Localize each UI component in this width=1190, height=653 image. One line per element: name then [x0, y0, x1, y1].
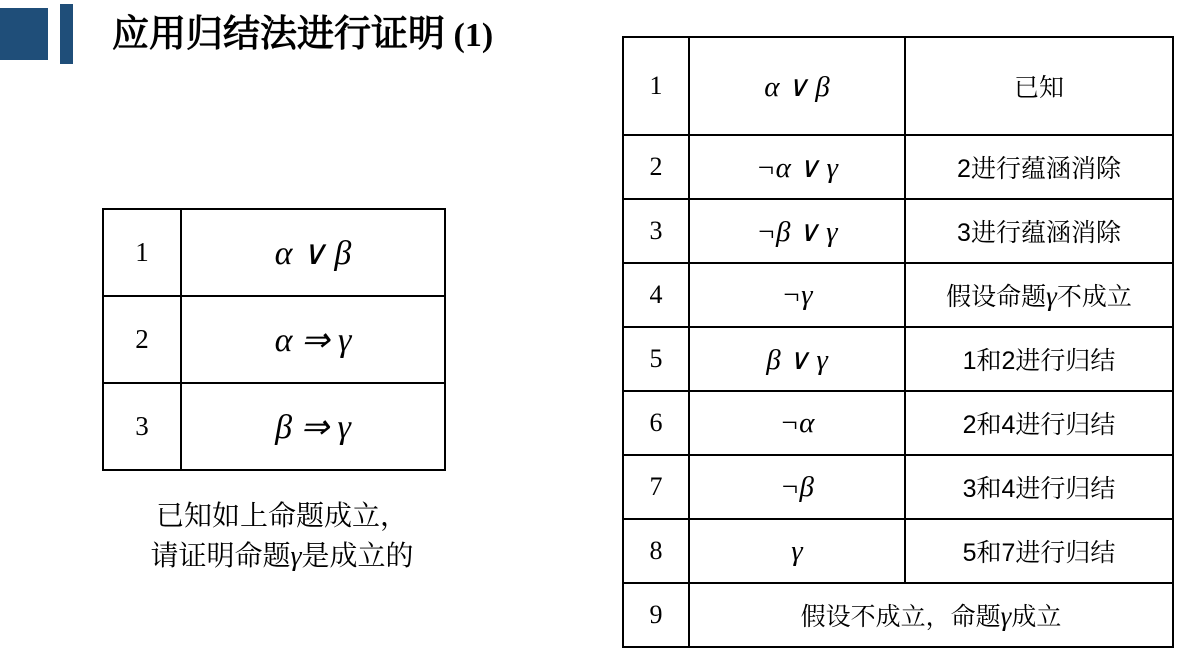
- table-row: [623, 135, 1173, 199]
- proof-row-reason: 2进行蕴涵消除: [905, 135, 1173, 199]
- proof-conclusion-before: 假设不成立，命题: [800, 603, 1001, 631]
- title-decoration-square: [0, 8, 48, 60]
- table-row: [623, 327, 1173, 391]
- proof-row-expression: α ∨ β: [689, 37, 905, 135]
- proof-row-reason: 1和2进行归结: [905, 327, 1173, 391]
- proof-row-expression: ¬γ: [689, 263, 905, 327]
- proof-row-reason: 5和7进行归结: [905, 519, 1173, 583]
- proof-row-number: 6: [623, 391, 689, 455]
- proof-row-number: 9: [623, 583, 689, 647]
- proof-row-number: 7: [623, 455, 689, 519]
- proof-reason-greek: γ: [1046, 281, 1057, 311]
- proof-row-expression: ¬β ∨ γ: [689, 199, 905, 263]
- page-title-suffix: (1): [445, 17, 494, 54]
- table-row: [623, 519, 1173, 583]
- slide-title-block: [0, 0, 620, 90]
- proof-row-number: 1: [623, 37, 689, 135]
- proof-row-expression: ¬β: [689, 455, 905, 519]
- page-title: [112, 10, 493, 60]
- proof-row-reason: 3进行蕴涵消除: [905, 199, 1173, 263]
- table-row: [103, 383, 445, 470]
- proof-reason-before: 假设命题: [946, 283, 1047, 311]
- proof-table: [622, 36, 1174, 648]
- premise-caption-line1: 已知如上命题成立，: [155, 500, 408, 531]
- page-title-main: 应用归结法进行证明: [112, 13, 445, 54]
- proof-row-reason: 3和4进行归结: [905, 455, 1173, 519]
- table-row: [623, 263, 1173, 327]
- premise-row-expression: β ⇒ γ: [181, 383, 445, 470]
- premise-caption: [92, 496, 472, 577]
- premise-row-expression: α ⇒ γ: [181, 296, 445, 383]
- proof-row-number: 3: [623, 199, 689, 263]
- proof-conclusion-greek: γ: [1000, 601, 1012, 631]
- table-row: [623, 391, 1173, 455]
- premise-row-number: 1: [103, 209, 181, 296]
- premise-caption-line2: [92, 536, 472, 577]
- table-row: [103, 209, 445, 296]
- proof-row-expression: γ: [689, 519, 905, 583]
- table-row: [623, 199, 1173, 263]
- proof-row-reason: 2和4进行归结: [905, 391, 1173, 455]
- table-row: [103, 296, 445, 383]
- proof-row-number: 5: [623, 327, 689, 391]
- proof-row-expression: ¬α ∨ γ: [689, 135, 905, 199]
- premise-table: [102, 208, 446, 471]
- proof-row-reason: 已知: [905, 37, 1173, 135]
- premise-caption-line2-before: 请证明命题: [150, 540, 291, 571]
- proof-row-number: 8: [623, 519, 689, 583]
- proof-row-expression: ¬α: [689, 391, 905, 455]
- premise-row-number: 2: [103, 296, 181, 383]
- title-decoration-bar: [60, 4, 73, 64]
- premise-caption-greek: γ: [290, 541, 302, 572]
- proof-row-number: 2: [623, 135, 689, 199]
- proof-conclusion-after: 成立: [1011, 603, 1062, 631]
- premise-caption-line2-after: 是成立的: [301, 540, 414, 571]
- premise-row-expression: α ∨ β: [181, 209, 445, 296]
- table-row: [623, 455, 1173, 519]
- proof-conclusion-text: [689, 583, 1173, 647]
- proof-reason-after: 不成立: [1056, 283, 1132, 311]
- proof-row-reason: [905, 263, 1173, 327]
- table-row: [623, 37, 1173, 135]
- premise-row-number: 3: [103, 383, 181, 470]
- table-row-conclusion: [623, 583, 1173, 647]
- proof-row-expression: β ∨ γ: [689, 327, 905, 391]
- proof-row-number: 4: [623, 263, 689, 327]
